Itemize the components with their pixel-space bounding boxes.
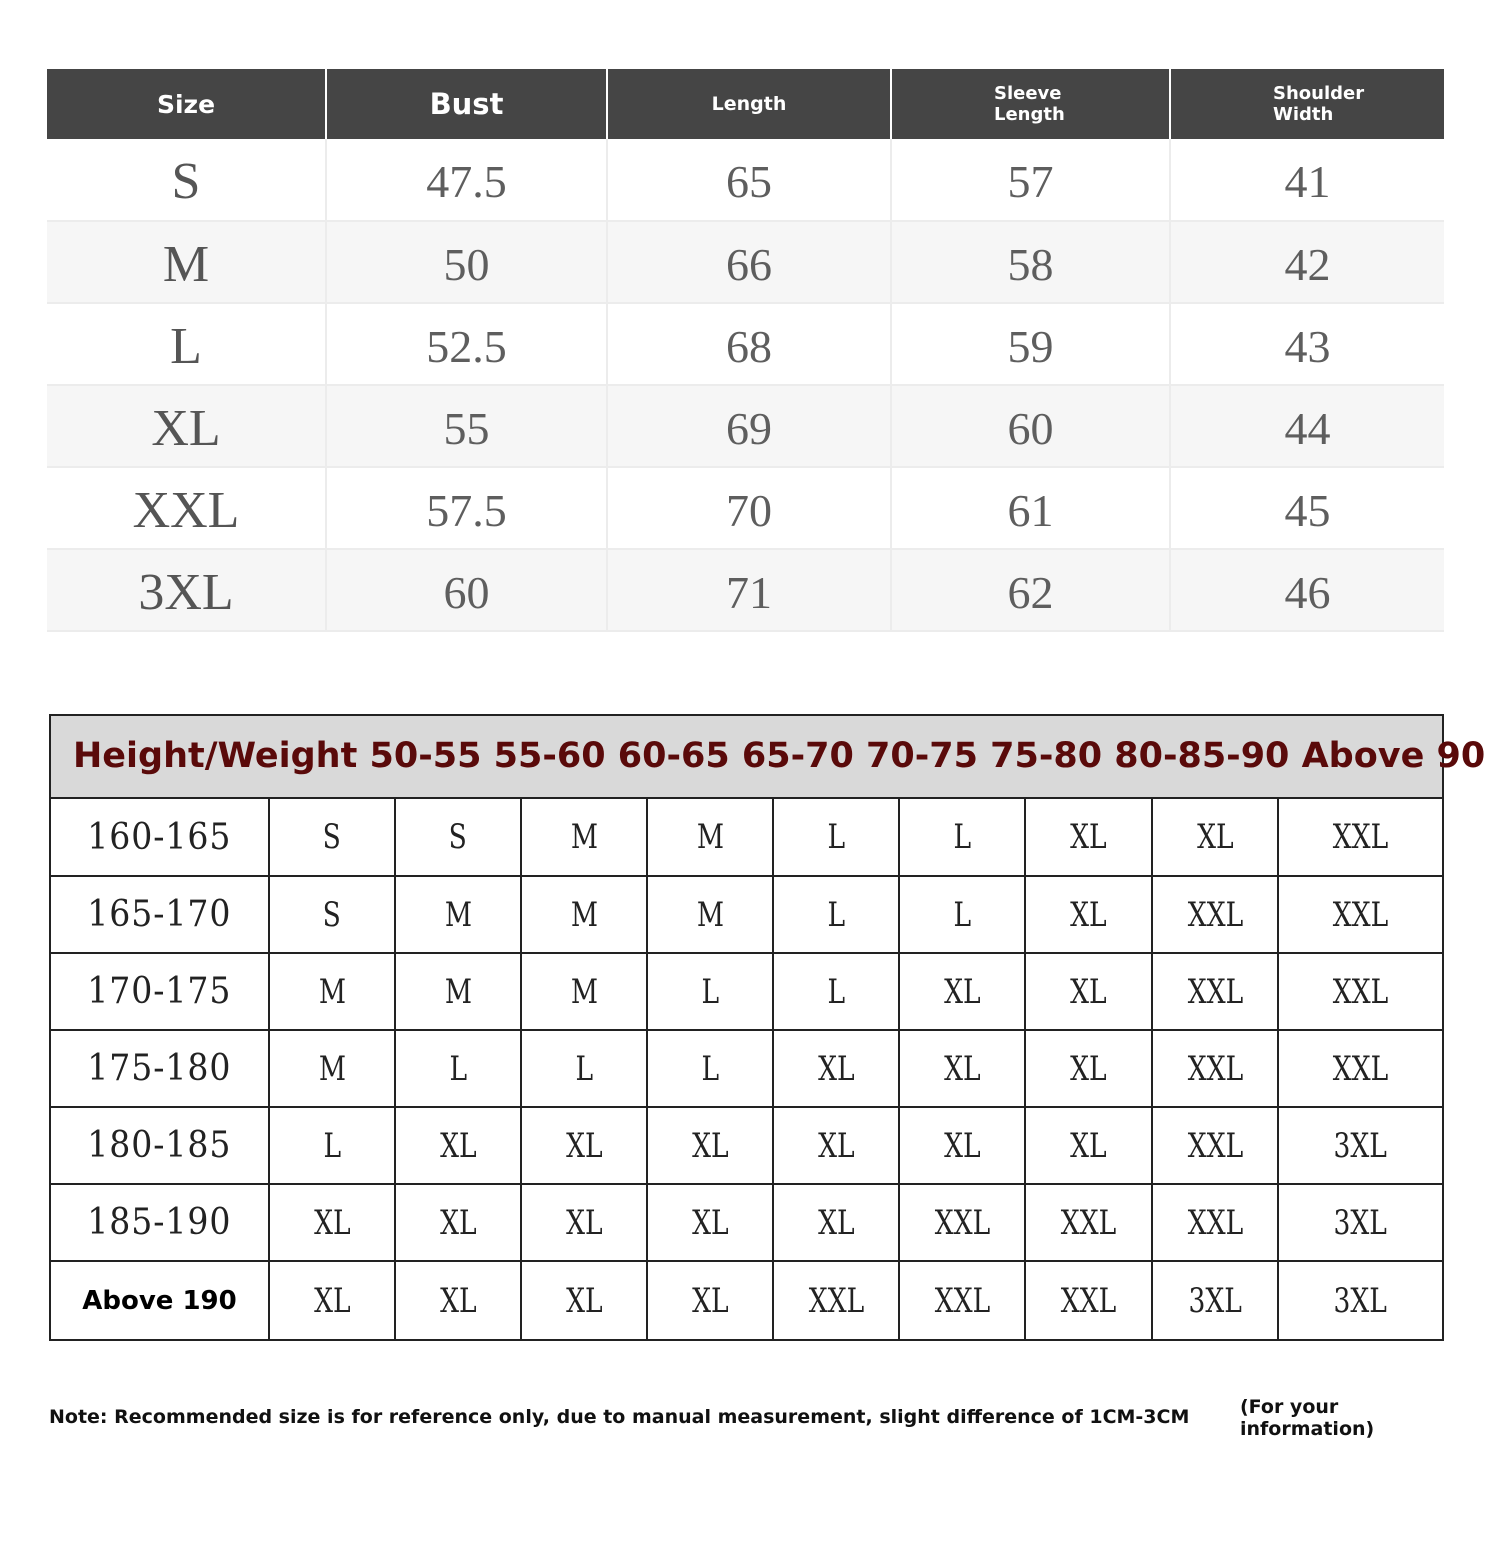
- recommended-size-cell: [269, 953, 395, 1030]
- measurement-cell: 66: [607, 221, 891, 303]
- recommended-size-cell: [521, 799, 647, 876]
- size-row: [47, 221, 1444, 303]
- recommended-size-cell: [773, 1107, 899, 1184]
- recommended-size-text: M: [444, 894, 472, 935]
- recommended-size-cell: [1278, 799, 1442, 876]
- header-sleeve-line-1: Sleeve: [994, 83, 1062, 104]
- recommended-size-text: 3XL: [1333, 1202, 1388, 1243]
- recommended-size-text: L: [449, 1048, 467, 1089]
- height-range-cell: [51, 876, 269, 953]
- recommended-size-text: XXL: [934, 1202, 990, 1243]
- measurement-cell: 57: [891, 139, 1170, 221]
- header-length: Length: [607, 69, 891, 139]
- height-range-text: 165-170: [87, 894, 232, 935]
- measurement-cell: 52.5: [326, 303, 607, 385]
- measurement-cell: 47.5: [326, 139, 607, 221]
- recommended-size-text: XL: [817, 1125, 855, 1166]
- recommended-size-cell: [269, 1261, 395, 1339]
- recommended-size-text: XL: [1196, 817, 1234, 857]
- size-row: [47, 549, 1444, 631]
- recommended-size-cell: [899, 1030, 1025, 1107]
- measurement-cell: 60: [326, 549, 607, 631]
- height-range-cell: [51, 953, 269, 1030]
- height-range-cell: [51, 1107, 269, 1184]
- recommended-size-cell: [899, 1261, 1025, 1339]
- recommended-size-cell: [395, 1184, 521, 1261]
- recommended-size-text: XXL: [1187, 1048, 1243, 1089]
- recommended-size-text: XL: [943, 1125, 981, 1166]
- recommended-size-cell: [773, 1030, 899, 1107]
- recommended-size-text: L: [827, 817, 845, 857]
- recommended-size-text: XL: [439, 1125, 477, 1166]
- recommended-size-cell: [647, 799, 773, 876]
- recommended-size-text: XL: [943, 1048, 981, 1089]
- recommended-size-text: XL: [313, 1280, 351, 1321]
- recommended-size-text: L: [575, 1048, 593, 1089]
- recommended-size-text: S: [448, 817, 468, 857]
- recommendation-row: [51, 876, 1442, 953]
- recommended-size-text: XL: [565, 1280, 603, 1321]
- recommended-size-cell: [1278, 1107, 1442, 1184]
- recommended-size-cell: [899, 876, 1025, 953]
- recommended-size-text: XXL: [1187, 1125, 1243, 1166]
- size-chart-header-row: [47, 69, 1444, 139]
- recommended-size-text: XL: [1070, 817, 1107, 857]
- recommended-size-cell: [773, 1261, 899, 1339]
- recommended-size-text: XXL: [808, 1280, 864, 1321]
- recommended-size-cell: [269, 799, 395, 876]
- header-sleeve-length: [891, 69, 1170, 139]
- recommended-size-cell: [1278, 1184, 1442, 1261]
- header-shoulder-line-2: Width: [1273, 104, 1334, 125]
- recommended-size-text: M: [444, 971, 472, 1012]
- recommended-size-text: XL: [313, 1202, 351, 1243]
- recommended-size-text: XL: [1070, 1125, 1107, 1166]
- recommended-size-text: XL: [1070, 1048, 1107, 1089]
- recommended-size-cell: [647, 1107, 773, 1184]
- recommendation-title: Height/Weight 50-55 55-60 60-65 65-70 70-75 75-80 80-85-90 Above 90: [51, 716, 1442, 799]
- recommended-size-cell: [1278, 953, 1442, 1030]
- recommendation-row: [51, 1107, 1442, 1184]
- recommended-size-cell: [269, 1184, 395, 1261]
- measurement-cell: 57.5: [326, 467, 607, 549]
- recommended-size-cell: [1152, 876, 1278, 953]
- recommended-size-cell: [1152, 1030, 1278, 1107]
- measurement-cell: 58: [891, 221, 1170, 303]
- recommended-size-text: XL: [439, 1280, 477, 1321]
- recommended-size-text: XL: [1070, 894, 1107, 935]
- recommended-size-cell: [1025, 876, 1152, 953]
- height-range-text: 160-165: [87, 816, 232, 858]
- recommended-size-cell: [1278, 1030, 1442, 1107]
- recommendation-row: [51, 953, 1442, 1030]
- size-chart-table: [47, 69, 1444, 632]
- recommended-size-text: XXL: [1332, 817, 1389, 857]
- measurement-cell: 55: [326, 385, 607, 467]
- recommendation-row: [51, 1184, 1442, 1261]
- size-recommendation-table: [49, 714, 1486, 1341]
- recommendation-row: [51, 1261, 1442, 1339]
- recommended-size-text: XL: [691, 1125, 729, 1166]
- recommended-size-cell: [1025, 1107, 1152, 1184]
- recommended-size-cell: [647, 1261, 773, 1339]
- recommended-size-text: L: [323, 1125, 341, 1166]
- recommended-size-text: XL: [565, 1202, 603, 1243]
- recommended-size-text: L: [827, 971, 845, 1012]
- measurement-cell: 62: [891, 549, 1170, 631]
- recommended-size-text: XL: [691, 1280, 729, 1321]
- recommended-size-text: S: [322, 894, 342, 935]
- recommended-size-text: XL: [1070, 971, 1107, 1012]
- recommended-size-cell: [521, 876, 647, 953]
- recommended-size-cell: [395, 1261, 521, 1339]
- measurement-cell: 50: [326, 221, 607, 303]
- recommended-size-text: L: [701, 971, 719, 1012]
- measurement-cell: 69: [607, 385, 891, 467]
- height-range-text: Above 190: [82, 1285, 237, 1316]
- measurement-cell: 42: [1170, 221, 1444, 303]
- recommended-size-cell: [521, 1261, 647, 1339]
- recommended-size-text: M: [318, 1048, 346, 1089]
- recommended-size-cell: [269, 1030, 395, 1107]
- recommended-size-text: XL: [439, 1202, 477, 1243]
- recommended-size-cell: [1025, 799, 1152, 876]
- recommended-size-cell: [1025, 1261, 1152, 1339]
- header-shoulder-width: [1170, 69, 1444, 139]
- recommended-size-cell: [899, 799, 1025, 876]
- height-range-cell: [51, 1030, 269, 1107]
- header-bust: Bust: [326, 69, 607, 139]
- header-shoulder-line-1: Shoulder: [1273, 83, 1365, 104]
- recommended-size-cell: [395, 1030, 521, 1107]
- recommended-size-text: XL: [943, 971, 981, 1012]
- recommended-size-cell: [521, 1184, 647, 1261]
- measurement-cell: 59: [891, 303, 1170, 385]
- measurement-cell: 44: [1170, 385, 1444, 467]
- recommended-size-cell: [899, 1184, 1025, 1261]
- recommended-size-cell: [773, 799, 899, 876]
- recommended-size-cell: [647, 876, 773, 953]
- recommended-size-text: L: [827, 894, 845, 935]
- measurement-cell: 41: [1170, 139, 1444, 221]
- header-sleeve-line-2: Length: [994, 104, 1065, 125]
- recommended-size-cell: [899, 953, 1025, 1030]
- measurement-cell: 71: [607, 549, 891, 631]
- measurement-cell: 60: [891, 385, 1170, 467]
- recommended-size-cell: [773, 1184, 899, 1261]
- recommended-size-text: XXL: [1332, 1048, 1389, 1089]
- measurement-note: Note: Recommended size is for reference only, due to manual measurement, slight difference of 1CM-3CM: [49, 1406, 1190, 1428]
- recommended-size-text: XXL: [1060, 1202, 1117, 1243]
- size-label-cell: M: [47, 221, 326, 303]
- height-range-text: 170-175: [87, 971, 232, 1012]
- information-note: (For your information): [1240, 1396, 1375, 1440]
- size-row: [47, 467, 1444, 549]
- header-size: Size: [47, 69, 326, 139]
- recommended-size-cell: [1025, 1184, 1152, 1261]
- recommended-size-text: 3XL: [1188, 1280, 1242, 1321]
- recommended-size-cell: [647, 953, 773, 1030]
- recommended-size-cell: [1152, 1261, 1278, 1339]
- recommended-size-cell: [395, 1107, 521, 1184]
- recommended-size-cell: [773, 876, 899, 953]
- measurement-cell: 45: [1170, 467, 1444, 549]
- size-row: [47, 303, 1444, 385]
- recommended-size-text: L: [953, 817, 971, 857]
- size-label-cell: S: [47, 139, 326, 221]
- recommended-size-text: XXL: [1187, 894, 1243, 935]
- recommended-size-cell: [647, 1030, 773, 1107]
- height-range-text: 175-180: [87, 1048, 232, 1089]
- recommended-size-cell: [269, 1107, 395, 1184]
- measurement-cell: 46: [1170, 549, 1444, 631]
- recommended-size-cell: [395, 876, 521, 953]
- recommended-size-cell: [395, 953, 521, 1030]
- recommended-size-text: M: [696, 817, 724, 857]
- recommended-size-text: M: [570, 817, 598, 857]
- recommended-size-cell: [1152, 1107, 1278, 1184]
- height-range-text: 180-185: [87, 1125, 232, 1166]
- size-label-cell: 3XL: [47, 549, 326, 631]
- recommended-size-text: XXL: [1187, 971, 1243, 1012]
- recommended-size-text: M: [696, 894, 724, 935]
- recommended-size-cell: [1152, 799, 1278, 876]
- recommended-size-text: XL: [817, 1202, 855, 1243]
- recommended-size-cell: [395, 799, 521, 876]
- recommended-size-cell: [647, 1184, 773, 1261]
- recommended-size-text: XXL: [1332, 894, 1389, 935]
- height-range-cell: [51, 799, 269, 876]
- recommended-size-cell: [521, 953, 647, 1030]
- recommended-size-text: M: [570, 971, 598, 1012]
- recommended-size-cell: [899, 1107, 1025, 1184]
- recommended-size-text: XL: [565, 1125, 603, 1166]
- recommended-size-cell: [269, 876, 395, 953]
- measurement-cell: 68: [607, 303, 891, 385]
- recommended-size-text: 3XL: [1333, 1280, 1388, 1321]
- recommended-size-text: S: [322, 817, 342, 857]
- recommended-size-cell: [1025, 953, 1152, 1030]
- recommended-size-cell: [1025, 1030, 1152, 1107]
- recommended-size-cell: [1278, 876, 1442, 953]
- recommended-size-cell: [1152, 1184, 1278, 1261]
- recommended-size-text: XXL: [1187, 1202, 1243, 1243]
- size-label-cell: XXL: [47, 467, 326, 549]
- recommended-size-text: L: [701, 1048, 719, 1089]
- recommended-size-text: XXL: [934, 1280, 990, 1321]
- recommended-size-text: XXL: [1332, 971, 1389, 1012]
- height-range-cell: [51, 1184, 269, 1261]
- recommendation-row: [51, 1030, 1442, 1107]
- measurement-cell: 61: [891, 467, 1170, 549]
- measurement-cell: 43: [1170, 303, 1444, 385]
- size-row: [47, 385, 1444, 467]
- recommended-size-text: M: [570, 894, 598, 935]
- height-range-cell: [51, 1261, 269, 1339]
- size-label-cell: L: [47, 303, 326, 385]
- recommended-size-text: L: [953, 894, 971, 935]
- recommendation-grid: [51, 799, 1442, 1339]
- height-range-text: 185-190: [87, 1202, 232, 1243]
- size-label-cell: XL: [47, 385, 326, 467]
- recommended-size-cell: [1278, 1261, 1442, 1339]
- measurement-cell: 65: [607, 139, 891, 221]
- recommended-size-cell: [521, 1107, 647, 1184]
- recommendation-row: [51, 799, 1442, 876]
- recommended-size-cell: [773, 953, 899, 1030]
- recommended-size-cell: [1152, 953, 1278, 1030]
- recommended-size-text: 3XL: [1333, 1125, 1388, 1166]
- recommended-size-text: XL: [691, 1202, 729, 1243]
- recommended-size-text: XXL: [1060, 1280, 1117, 1321]
- recommended-size-text: XL: [817, 1048, 855, 1089]
- recommended-size-text: M: [318, 971, 346, 1012]
- recommended-size-cell: [521, 1030, 647, 1107]
- measurement-cell: 70: [607, 467, 891, 549]
- size-row: [47, 139, 1444, 221]
